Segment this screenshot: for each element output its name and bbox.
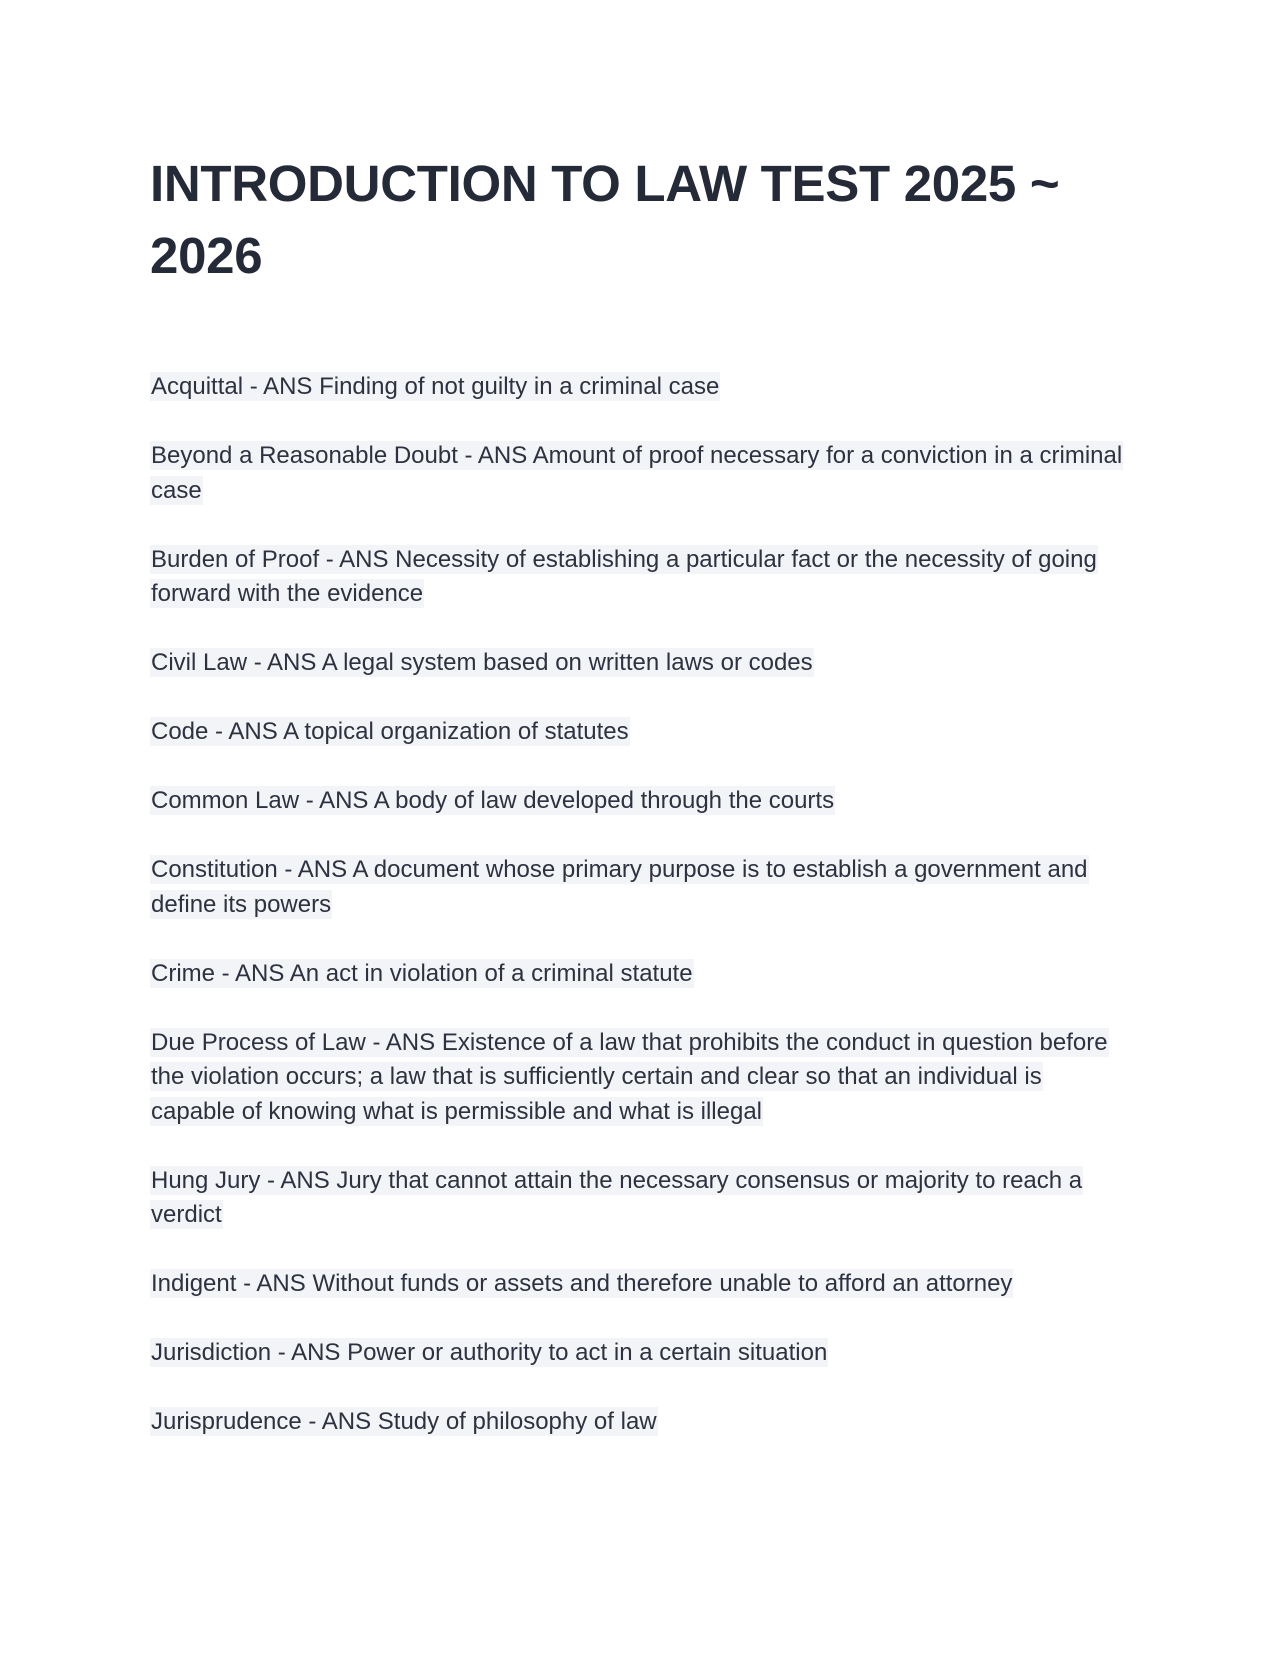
entry-answer: ANS Study of philosophy of law bbox=[321, 1408, 657, 1435]
entry-term: Acquittal bbox=[151, 373, 244, 400]
entry-answer: ANS A legal system based on written laws or codes bbox=[267, 649, 813, 676]
entry-answer: ANS An act in violation of a criminal statute bbox=[235, 959, 693, 987]
entry-answer: ANS Finding of not guilty in a criminal case bbox=[263, 373, 720, 400]
glossary-entry: Civil Law - ANS A legal system based on written laws or codes bbox=[151, 649, 813, 676]
entry-term: Jurisdiction bbox=[151, 1339, 272, 1366]
glossary-entry: Code - ANS A topical organization of statutes bbox=[151, 718, 629, 745]
glossary-entry: Beyond a Reasonable Doubt - ANS Amount of proof necessary for a conviction in a criminal case bbox=[151, 442, 1123, 504]
glossary-entry: Indigent - ANS Without funds or assets and therefore unable to afford an attorney bbox=[151, 1270, 1013, 1297]
glossary-list bbox=[150, 370, 1130, 1440]
entry-answer: ANS A document whose primary purpose is to establish a government and define its powers bbox=[151, 856, 1088, 918]
entry-answer: ANS A topical organization of statutes bbox=[228, 718, 629, 745]
entry-term: Civil Law bbox=[151, 649, 248, 676]
entry-term: Constitution bbox=[151, 856, 278, 883]
entry-answer: ANS Necessity of establishing a particular fact or the necessity of going forward with the evidence bbox=[151, 545, 1097, 607]
entry-answer: ANS Power or authority to act in a certain situation bbox=[291, 1339, 828, 1366]
entry-term: Burden of Proof bbox=[151, 545, 320, 573]
entry-term: Hung Jury bbox=[151, 1166, 261, 1194]
entry-answer: ANS Amount of proof necessary for a conviction in a criminal case bbox=[151, 442, 1123, 504]
entry-term: Code bbox=[151, 718, 209, 745]
entry-term: Common Law bbox=[151, 787, 300, 814]
document-page bbox=[150, 148, 1130, 1474]
glossary-entry: Due Process of Law - ANS Existence of a law that prohibits the conduct in question before the violation occurs; a law that is sufficiently certain and clear so that an individual is capable of knowing what is permissible and what is illegal bbox=[151, 1028, 1108, 1125]
glossary-entry: Crime - ANS An act in violation of a criminal statute bbox=[151, 959, 693, 987]
glossary-entry: Jurisprudence - ANS Study of philosophy of law bbox=[151, 1408, 657, 1435]
document-title: INTRODUCTION TO LAW TEST 2025 ~ 2026 bbox=[150, 155, 1060, 284]
entry-term: Due Process of Law bbox=[151, 1028, 366, 1056]
glossary-entry: Burden of Proof - ANS Necessity of establishing a particular fact or the necessity of going forward with the evidence bbox=[151, 545, 1097, 607]
entry-term: Indigent bbox=[151, 1270, 237, 1297]
glossary-entry: Common Law - ANS A body of law developed through the courts bbox=[151, 787, 835, 814]
entry-answer: ANS A body of law developed through the courts bbox=[319, 787, 835, 814]
glossary-entry: Acquittal - ANS Finding of not guilty in a criminal case bbox=[151, 373, 720, 400]
glossary-entry: Jurisdiction - ANS Power or authority to act in a certain situation bbox=[151, 1339, 828, 1366]
glossary-entry: Constitution - ANS A document whose primary purpose is to establish a government and define its powers bbox=[151, 856, 1088, 918]
entry-answer: ANS Without funds or assets and therefore unable to afford an attorney bbox=[256, 1270, 1013, 1297]
entry-answer: ANS Existence of a law that prohibits the conduct in question before the violation occurs; a law that is sufficiently certain and clear so that an individual is capable of knowing what is permissible and what is illegal bbox=[151, 1028, 1108, 1125]
entry-term: Jurisprudence bbox=[151, 1408, 302, 1435]
entry-term: Beyond a Reasonable Doubt bbox=[151, 442, 458, 469]
glossary-entry: Hung Jury - ANS Jury that cannot attain the necessary consensus or majority to reach a verdict bbox=[151, 1166, 1083, 1228]
entry-term: Crime bbox=[151, 959, 215, 987]
entry-answer: ANS Jury that cannot attain the necessary consensus or majority to reach a verdict bbox=[151, 1166, 1083, 1228]
